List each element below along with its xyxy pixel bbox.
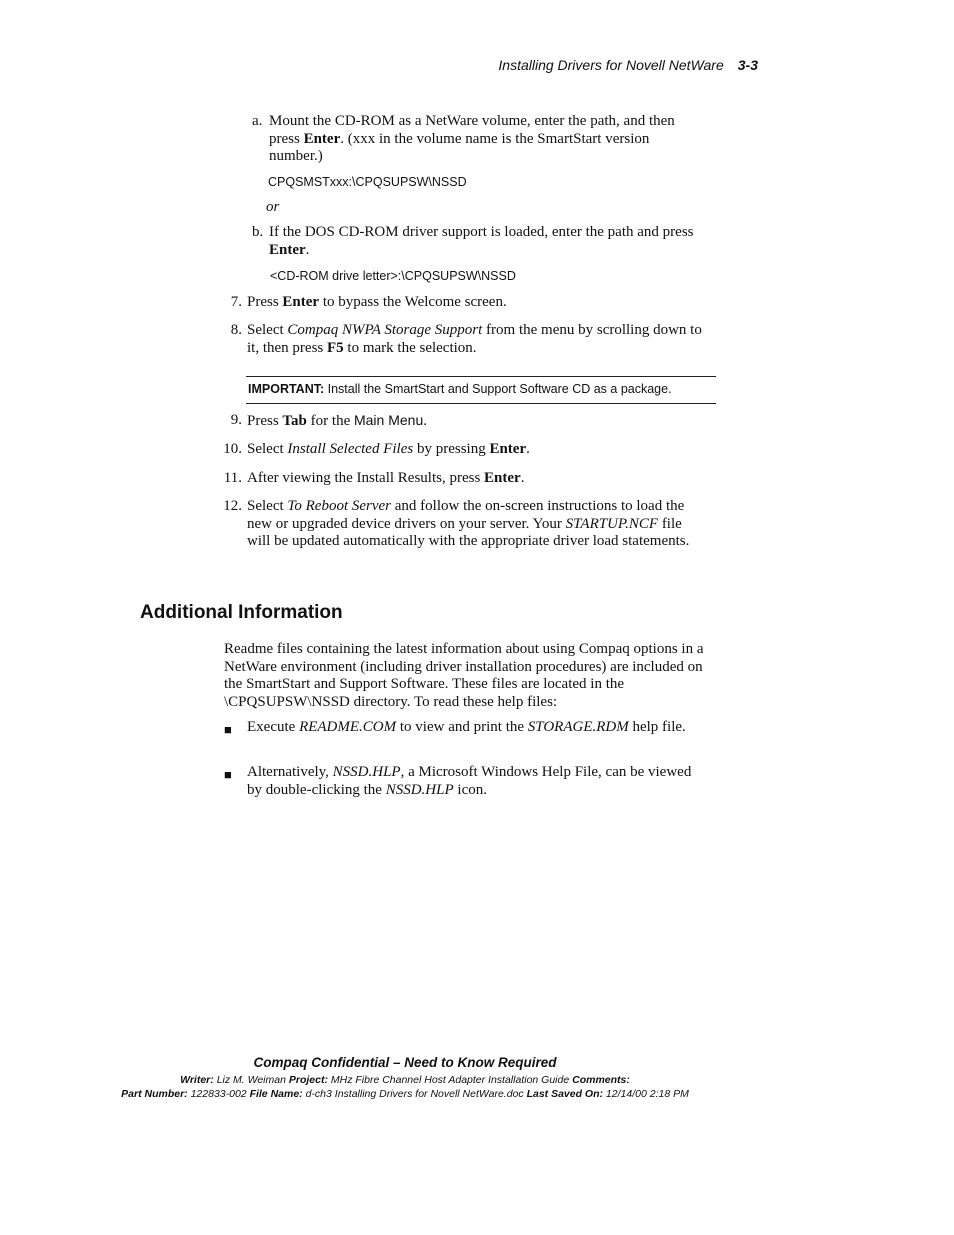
main-menu-label: Main Menu xyxy=(353,412,424,428)
step-number: 8. xyxy=(230,322,242,338)
substep-a-text: Mount the CD-ROM as a NetWare volume, enter the path, and then press Enter. (xxx in the volume name is the SmartStart version number.) xyxy=(269,113,675,164)
footer-part-line: Part Number: 122833-002 File Name: d-ch3 Installing Drivers for Novell NetWare.doc Last Saved On: 12/14/00 2:18 PM xyxy=(121,1088,689,1100)
substep-b-path: <CD-ROM drive letter>:\CPQSUPSW\NSSD xyxy=(270,269,516,283)
bullet-square-icon: ■ xyxy=(224,722,232,737)
section-title: Additional Information xyxy=(140,602,343,623)
substep-a-path: CPQSMSTxxx:\CPQSUPSW\NSSD xyxy=(268,175,467,189)
note-top-rule xyxy=(246,376,716,377)
tab-key: Tab xyxy=(282,413,307,429)
step-number: 12. xyxy=(223,498,242,514)
step-number: 10. xyxy=(223,441,242,457)
step-number: 11. xyxy=(223,470,242,486)
step-text: Select Compaq NWPA Storage Support from the menu by scrolling down to it, then press F5 to mark the selection. xyxy=(247,322,702,356)
important-label: IMPORTANT: xyxy=(248,382,325,396)
substep-b-text: If the DOS CD-ROM driver support is loaded, enter the path and press Enter. xyxy=(269,224,694,258)
step-text: Select To Reboot Server and follow the on-screen instructions to load the new or upgraded device drivers on your server. Your STARTUP.NCF file will be updated automatically with the appropriate driver load statements. xyxy=(247,498,690,549)
substep-a-label: a. xyxy=(252,113,263,129)
or-label: or xyxy=(266,199,280,215)
footer-writer-line: Writer: Liz M. Weiman Project: MHz Fibre Channel Host Adapter Installation Guide Comments: xyxy=(180,1074,630,1086)
step-text: Select Install Selected Files by pressing Enter. xyxy=(247,441,530,457)
enter-key: Enter xyxy=(489,441,527,457)
section-paragraph: Readme files containing the latest information about using Compaq options in a NetWare environment (including driver installation procedures) are included on the SmartStart and Support Software. These files are located in the \CPQSUPSW\NSSD directory. To read these help files: xyxy=(224,641,704,710)
bullet-text: Alternatively, NSSD.HLP, a Microsoft Windows Help File, can be viewed by double-clicking the NSSD.HLP icon. xyxy=(247,764,692,798)
step-text: After viewing the Install Results, press Enter. xyxy=(247,470,525,486)
step-number: 7. xyxy=(230,294,242,310)
bullet-text: Execute README.COM to view and print the STORAGE.RDM help file. xyxy=(247,719,686,735)
running-header xyxy=(498,57,758,73)
important-text: Install the SmartStart and Support Software CD as a package. xyxy=(324,382,672,396)
enter-key: Enter xyxy=(303,130,341,147)
step-text: Press Tab for the Main Menu. xyxy=(247,412,427,429)
important-note xyxy=(248,382,672,396)
f5-key: F5 xyxy=(327,339,344,356)
footer-confidential: Compaq Confidential – Need to Know Required xyxy=(253,1055,557,1070)
step-number: 9. xyxy=(230,412,242,428)
bullet-square-icon: ■ xyxy=(224,767,232,782)
enter-key: Enter xyxy=(484,470,521,486)
note-bottom-rule xyxy=(246,403,716,404)
enter-key: Enter xyxy=(269,241,306,258)
substep-b-label: b. xyxy=(252,224,264,240)
step-text: Press Enter to bypass the Welcome screen. xyxy=(247,294,507,310)
page-number: 3-3 xyxy=(737,57,758,73)
enter-key: Enter xyxy=(282,294,320,310)
header-title: Installing Drivers for Novell NetWare xyxy=(498,57,724,73)
